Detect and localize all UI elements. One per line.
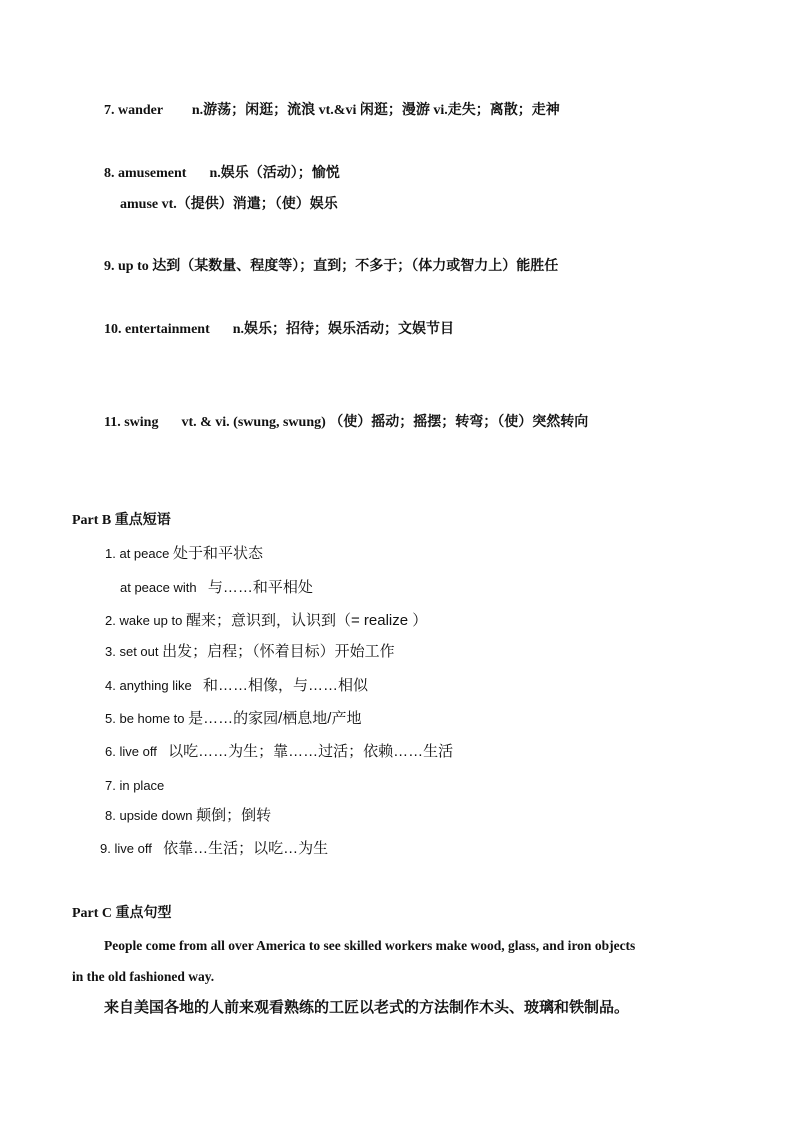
phrase-text: in place bbox=[119, 778, 165, 793]
phrase-item bbox=[105, 611, 427, 631]
vocab-item-amuse bbox=[120, 195, 338, 215]
vocab-word: wander bbox=[118, 103, 163, 118]
phrase-meaning: 以吃……为生；靠……过活；依赖……生活 bbox=[168, 743, 454, 760]
phrase-text: live off bbox=[114, 841, 152, 856]
phrase-meaning: 依靠…生活；以吃…为生 bbox=[163, 840, 329, 857]
phrase-text: at peace with bbox=[120, 580, 197, 595]
phrase-meaning: 是……的家园/栖息地/产地 bbox=[188, 710, 362, 727]
phrase-num: 4. bbox=[105, 678, 116, 693]
vocab-num: 10. bbox=[104, 322, 122, 337]
phrase-item bbox=[105, 544, 263, 564]
sentence-cn: 来自美国各地的人前来观看熟练的工匠以老式的方法制作木头、玻璃和铁制品。 bbox=[104, 1000, 630, 1016]
phrase-item bbox=[105, 806, 271, 826]
phrase-text: set out bbox=[119, 644, 159, 659]
vocab-def: n.游荡；闲逛；流浪 vt.&vi 闲逛；漫游 vi.走失；离散；走神 bbox=[191, 103, 560, 118]
vocab-word: amusement bbox=[118, 166, 187, 181]
phrase-text: be home to bbox=[119, 711, 185, 726]
vocab-num: 9. bbox=[104, 259, 115, 274]
phrase-text: at peace bbox=[119, 546, 170, 561]
phrase-num: 8. bbox=[105, 808, 116, 823]
vocab-num: 8. bbox=[104, 166, 115, 181]
vocab-def: n.娱乐（活动）；愉悦 bbox=[209, 166, 340, 181]
phrase-text: anything like bbox=[119, 678, 192, 693]
phrase-num: 7. bbox=[105, 778, 116, 793]
phrase-num: 9. bbox=[100, 841, 111, 856]
vocab-def: n.娱乐；招待；娱乐活动；文娱节目 bbox=[232, 322, 455, 337]
vocab-item-9 bbox=[104, 257, 558, 277]
phrase-num: 6. bbox=[105, 744, 116, 759]
phrase-item bbox=[105, 676, 368, 696]
phrase-meaning: 与……和平相处 bbox=[207, 579, 313, 596]
vocab-word: swing bbox=[124, 415, 159, 430]
phrase-num: 5. bbox=[105, 711, 116, 726]
phrase-meaning: 出发；启程；（怀着目标）开始工作 bbox=[162, 643, 395, 660]
vocab-def: vt. & vi. (swung, swung) （使）摇动；摇摆；转弯；（使）突然转向 bbox=[181, 415, 589, 430]
phrase-item bbox=[105, 709, 361, 729]
phrase-item bbox=[120, 578, 313, 598]
vocab-word: entertainment bbox=[125, 322, 210, 337]
phrase-item bbox=[105, 742, 453, 762]
vocab-word: up to bbox=[118, 259, 149, 274]
phrase-text: upside down bbox=[119, 808, 193, 823]
vocab-item-8 bbox=[104, 164, 340, 184]
phrase-meaning: 处于和平状态 bbox=[172, 545, 263, 562]
vocab-def: 达到（某数量、程度等）；直到；不多于；（体力或智力上）能胜任 bbox=[152, 259, 559, 274]
phrase-item bbox=[105, 776, 164, 796]
vocab-item-7 bbox=[104, 101, 560, 121]
phrase-text: live off bbox=[119, 744, 157, 759]
phrase-item bbox=[105, 642, 395, 662]
part-c-title: Part C 重点句型 bbox=[72, 906, 172, 921]
phrase-text: wake up to bbox=[119, 613, 183, 628]
vocab-word: amuse bbox=[120, 197, 159, 212]
vocab-item-11 bbox=[104, 413, 588, 433]
phrase-num: 1. bbox=[105, 546, 116, 561]
phrase-meaning: 醒来；意识到，认识到（= realize ） bbox=[185, 612, 428, 629]
vocab-num: 7. bbox=[104, 103, 115, 118]
phrase-meaning: 颠倒；倒转 bbox=[196, 807, 272, 824]
phrase-num: 2. bbox=[105, 613, 116, 628]
part-b-title: Part B 重点短语 bbox=[72, 513, 171, 528]
phrase-num: 3. bbox=[105, 644, 116, 659]
vocab-def: vt.（提供）消遣；（使）娱乐 bbox=[161, 197, 338, 212]
vocab-item-10 bbox=[104, 320, 454, 340]
vocab-num: 11. bbox=[104, 415, 121, 430]
sentence-en-line-2: in the old fashioned way. bbox=[72, 969, 215, 984]
phrase-item bbox=[100, 839, 328, 859]
phrase-meaning: 和……相像，与……相似 bbox=[203, 677, 369, 694]
sentence-en-line-1: People come from all over America to see skilled workers make wood, glass, and iron objects bbox=[104, 938, 636, 953]
